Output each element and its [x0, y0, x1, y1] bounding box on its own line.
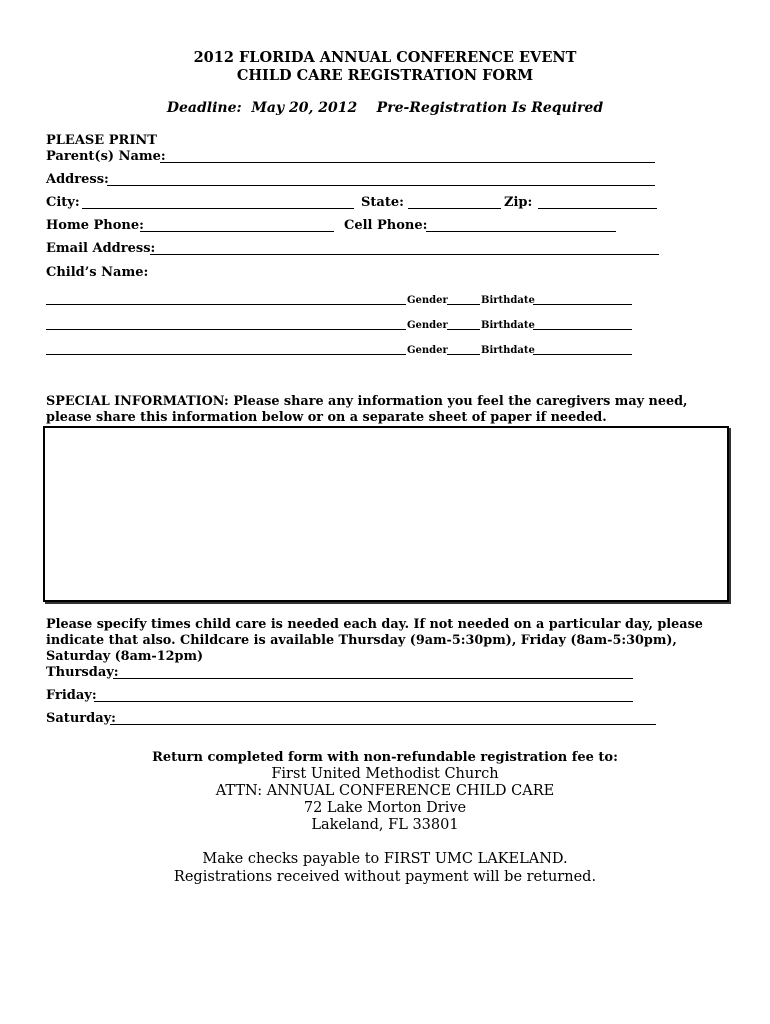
form-title-line1: 2012 FLORIDA ANNUAL CONFERENCE EVENT: [193, 49, 577, 66]
child-2-gender-label: Gender: [407, 320, 448, 331]
zip-field[interactable]: [538, 208, 657, 209]
state-field[interactable]: [408, 208, 501, 209]
zip-label: Zip:: [504, 195, 533, 210]
church-name: First United Methodist Church: [271, 766, 499, 782]
please-print-label: PLEASE PRINT: [46, 133, 157, 148]
child-1-birthdate-label: Birthdate: [481, 295, 535, 306]
cell-phone-field[interactable]: [426, 231, 616, 232]
friday-label: Friday:: [46, 688, 97, 703]
city-field[interactable]: [82, 208, 354, 209]
form-title-line2: CHILD CARE REGISTRATION FORM: [236, 67, 534, 84]
parents-name-label: Parent(s) Name:: [46, 149, 166, 164]
child-1-gender-field[interactable]: [447, 304, 480, 305]
payable-to: Make checks payable to FIRST UMC LAKELAND.: [202, 851, 568, 867]
child-1-birthdate-field[interactable]: [533, 304, 632, 305]
address-field[interactable]: [107, 185, 655, 186]
child-2-name-field[interactable]: [46, 329, 406, 330]
city-state-zip: Lakeland, FL 33801: [311, 817, 459, 833]
email-field[interactable]: [150, 254, 659, 255]
home-phone-label: Home Phone:: [46, 218, 144, 233]
special-information-box[interactable]: [43, 426, 729, 602]
city-label: City:: [46, 195, 80, 210]
child-2-gender-field[interactable]: [447, 329, 480, 330]
special-information-text: SPECIAL INFORMATION: Please share any information you feel the caregivers may need, please share this information below or on a separate sheet of paper if needed.: [46, 394, 688, 425]
payment-warning: Registrations received without payment will be returned.: [173, 869, 597, 885]
email-label: Email Address:: [46, 241, 156, 256]
return-instructions: Return completed form with non-refundable registration fee to:: [152, 750, 618, 765]
child-2-birthdate-field[interactable]: [533, 329, 632, 330]
street-address: 72 Lake Morton Drive: [303, 800, 467, 816]
state-label: State:: [361, 195, 404, 210]
thursday-label: Thursday:: [46, 665, 119, 680]
child-3-name-field[interactable]: [46, 354, 406, 355]
deadline-notice: Deadline: May 20, 2012 Pre-Registration Is Required: [166, 100, 604, 116]
home-phone-field[interactable]: [140, 231, 334, 232]
child-2-birthdate-label: Birthdate: [481, 320, 535, 331]
care-times-instructions: Please specify times child care is needed each day. If not needed on a particular day, please indicate that also. Childcare is available Thursday (9am-5:30pm), Friday (8am-5:30pm), Saturday (8am-12pm): [46, 617, 703, 664]
child-3-gender-field[interactable]: [447, 354, 480, 355]
friday-field[interactable]: [94, 701, 633, 702]
cell-phone-label: Cell Phone:: [344, 218, 428, 233]
saturday-label: Saturday:: [46, 711, 116, 726]
childs-name-label: Child’s Name:: [46, 265, 149, 280]
child-3-birthdate-field[interactable]: [533, 354, 632, 355]
parents-name-field[interactable]: [160, 162, 655, 163]
attention-line: ATTN: ANNUAL CONFERENCE CHILD CARE: [215, 783, 555, 799]
child-1-name-field[interactable]: [46, 304, 406, 305]
thursday-field[interactable]: [113, 678, 633, 679]
saturday-field[interactable]: [110, 724, 656, 725]
child-3-birthdate-label: Birthdate: [481, 345, 535, 356]
child-3-gender-label: Gender: [407, 345, 448, 356]
child-1-gender-label: Gender: [407, 295, 448, 306]
address-label: Address:: [46, 172, 109, 187]
